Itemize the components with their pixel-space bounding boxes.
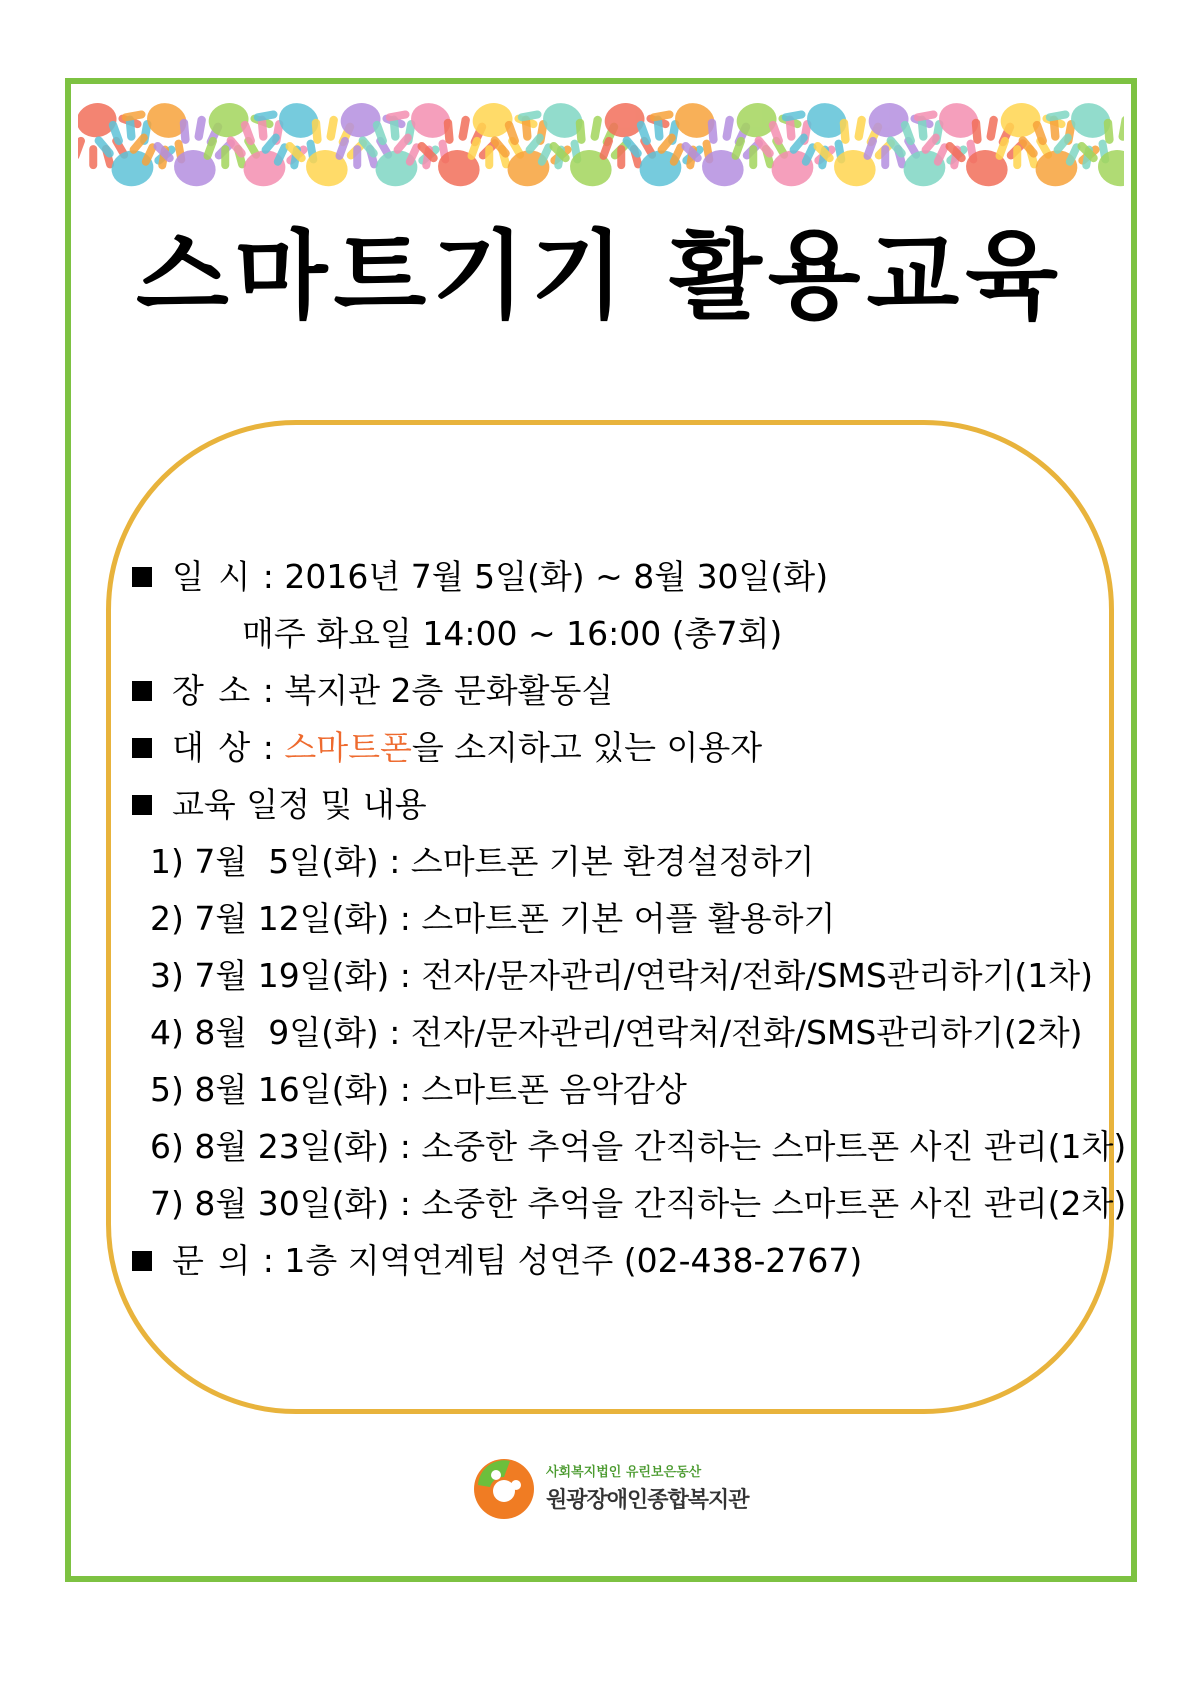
schedule-item-text: 3) 7월 19일(화) : 전자/문자관리/연락처/전화/SMS관리하기(1차) bbox=[150, 956, 1093, 995]
schedule-item bbox=[128, 1061, 1118, 1118]
place-row: 장 소 : 복지관 2층 문화활동실 bbox=[128, 662, 1118, 719]
page-title: 스마트기기 활용교육 bbox=[135, 220, 1065, 332]
square-bullet-icon bbox=[132, 1251, 152, 1271]
contact-value: 1층 지역연계팀 성연주 (02-438-2767) bbox=[284, 1241, 863, 1280]
logo-text bbox=[546, 1461, 749, 1514]
schedule-item bbox=[128, 833, 1118, 890]
date-sub-value: 매주 화요일 14:00 ~ 16:00 (총7회) bbox=[242, 614, 783, 653]
date-sub-row bbox=[128, 605, 1118, 662]
logo-subtitle: 사회복지법인 유린보은동산 bbox=[546, 1465, 702, 1480]
organization-logo bbox=[470, 1455, 750, 1525]
logo-mark-icon bbox=[470, 1455, 538, 1523]
place-label: 장 소 bbox=[172, 671, 253, 710]
place-value: 복지관 2층 문화활동실 bbox=[284, 671, 614, 710]
schedule-item bbox=[128, 890, 1118, 947]
schedule-item bbox=[128, 1175, 1127, 1232]
schedule-item-text: 4) 8월 9일(화) : 전자/문자관리/연락처/전화/SMS관리하기(2차) bbox=[150, 1013, 1083, 1052]
date-row: 일 시 : 2016년 7월 5일(화) ~ 8월 30일(화) bbox=[128, 548, 1118, 605]
square-bullet-icon bbox=[132, 681, 152, 701]
square-bullet-icon bbox=[132, 795, 152, 815]
schedule-item bbox=[128, 1118, 1127, 1175]
schedule-item-text: 1) 7월 5일(화) : 스마트폰 기본 환경설정하기 bbox=[150, 842, 815, 881]
date-label: 일 시 bbox=[172, 557, 253, 596]
date-value: 2016년 7월 5일(화) ~ 8월 30일(화) bbox=[284, 557, 829, 596]
schedule-item-text: 5) 8월 16일(화) : 스마트폰 음악감상 bbox=[150, 1070, 687, 1109]
schedule-heading: 교육 일정 및 내용 bbox=[172, 785, 427, 824]
schedule-item-text: 6) 8월 23일(화) : 소중한 추억을 간직하는 스마트폰 사진 관리(1차) bbox=[150, 1127, 1127, 1166]
schedule-item bbox=[128, 1004, 1118, 1061]
target-rest: 을 소지하고 있는 이용자 bbox=[411, 728, 763, 767]
colorful-hands-banner bbox=[78, 88, 1124, 198]
schedule-item-text: 7) 8월 30일(화) : 소중한 추억을 간직하는 스마트폰 사진 관리(2차) bbox=[150, 1184, 1127, 1223]
square-bullet-icon bbox=[132, 738, 152, 758]
logo-name: 원광장애인종합복지관 bbox=[546, 1488, 749, 1513]
target-row: 대 상 : 스마트폰을 소지하고 있는 이용자 bbox=[128, 719, 1118, 776]
square-bullet-icon bbox=[132, 567, 152, 587]
schedule-item-text: 2) 7월 12일(화) : 스마트폰 기본 어플 활용하기 bbox=[150, 899, 836, 938]
schedule-heading-row bbox=[128, 776, 1118, 833]
target-highlight: 스마트폰 bbox=[284, 728, 412, 767]
schedule-item bbox=[128, 947, 1118, 1004]
contact-label: 문 의 bbox=[172, 1241, 253, 1280]
target-label: 대 상 bbox=[172, 728, 253, 767]
info-list bbox=[128, 548, 1127, 1289]
contact-row: 문 의 : 1층 지역연계팀 성연주 (02-438-2767) bbox=[128, 1232, 1118, 1289]
